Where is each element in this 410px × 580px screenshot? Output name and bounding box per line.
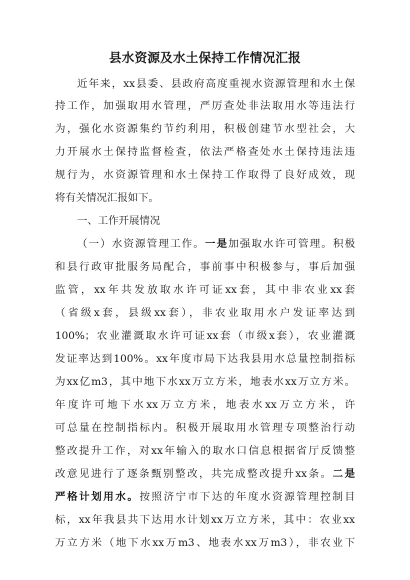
p1-line-2: 和县行政审批服务局配合，事前事中积极参与，事后加强 [55, 261, 355, 273]
p1-line-13: 标，xx年我县共下达用水计划xx万立方米，其中：农业xx [55, 514, 355, 526]
p1-line-11-bold: 二是 [332, 468, 356, 480]
p1-line-4: （省级x套，县级xx套），非农业取用水户发证率达到 [55, 307, 355, 319]
section-heading: 一、工作开展情况 [77, 215, 161, 227]
p1-line-11-text: 改意见进行了逐条甄别整改，共完成整改提升xx条。 [55, 468, 333, 480]
p1-line-12 [55, 490, 355, 504]
p1-line-12-text: 按照济宁市下达的年度水资源管理控制目 [139, 491, 355, 503]
p1-line-6: 发证率达到100%。xx年度市局下达我县用水总量控制指标 [55, 353, 355, 365]
p1-line-12-bold: 严格计划用水。 [55, 491, 140, 503]
p1-line-7: 为xx亿m3，其中地下水xx万立方米，地表水xx万立方米。 [55, 376, 355, 388]
intro-line-3: 为，强化水资源集约节约利用，积极创建节水型社会，大 [55, 123, 355, 135]
intro-line-5: 规行为，水资源管理和水土保持工作取得了良好成效，现 [55, 169, 355, 181]
p1-line-14: 万立方米（地下水xx万m3、地表水xx万m3），非农业下 [55, 537, 355, 549]
intro-line-1: 近年来，xx县委、县政府高度重视水资源管理和水土保 [77, 78, 355, 90]
p1-line-5: 100%；农业灌溉取水许可证xx套（市级x套），农业灌溉 [55, 330, 355, 342]
p1-line-10: 整改提升工作，对xx年输入的取水口信息根据省厅反馈整 [55, 445, 355, 457]
p1-line-9: 可总量在控制指标内。积极开展取用水管理专项整治行动 [55, 422, 355, 434]
p1-line-1-bold: 一是 [205, 238, 229, 250]
p1-line-11 [55, 467, 355, 481]
document-title: 县水资源及水土保持工作情况汇报 [108, 50, 301, 65]
p1-line-8: 年度许可地下水xx万立方米，地表水xx万立方米，许 [55, 399, 355, 411]
p1-line-1-suffix: 加强取水许可管理。积极 [228, 238, 356, 250]
p1-line-3: 监管，xx年共发放取水许可证xx套，其中非农业xx套 [55, 284, 355, 296]
intro-line-6: 将有关情况汇报如下。 [55, 192, 159, 204]
p1-line-1-prefix: （一）水资源管理工作。 [77, 238, 205, 250]
p1-line-1 [77, 237, 355, 251]
intro-line-4: 力开展水土保持监督检查，依法严格查处水土保持违法违 [55, 146, 355, 158]
intro-line-2: 持工作，加强取用水管理，严厉查处非法取用水等违法行 [55, 100, 355, 112]
